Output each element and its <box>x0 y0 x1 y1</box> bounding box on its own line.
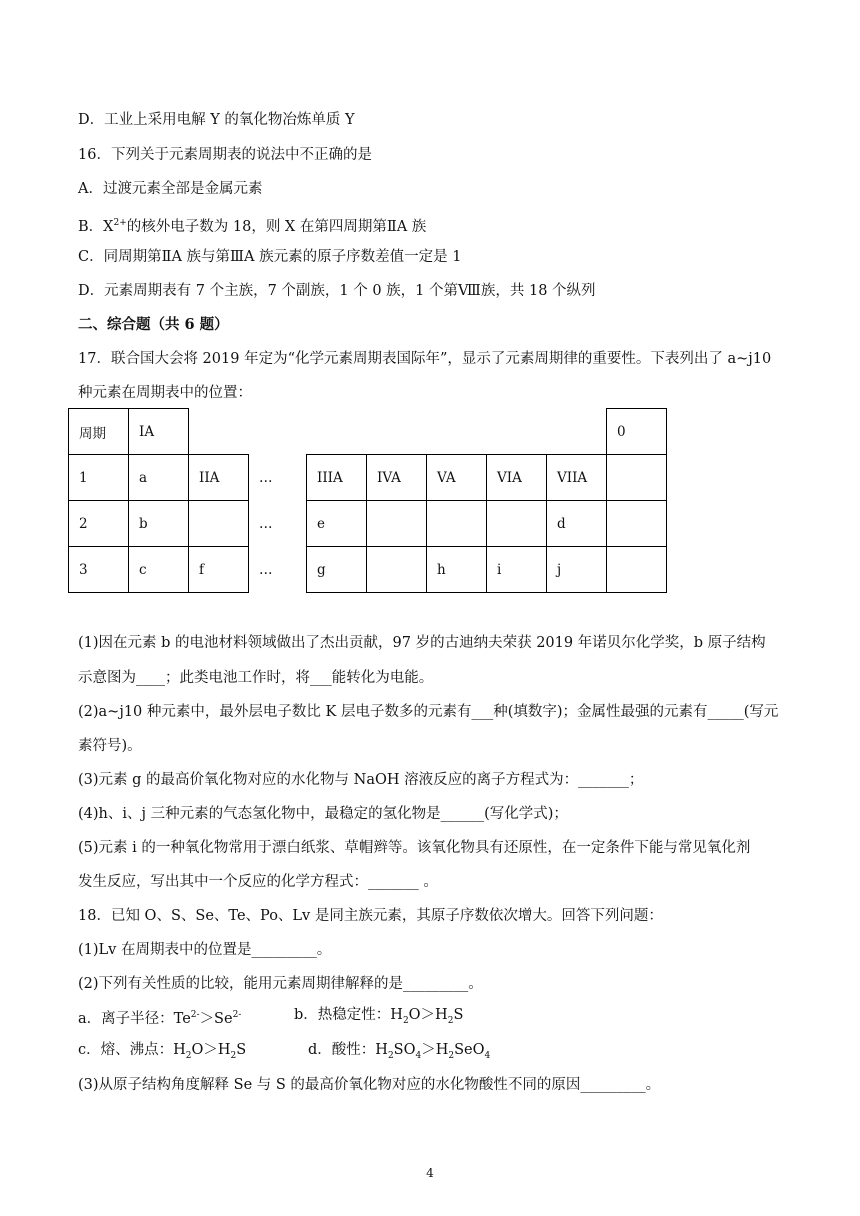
option-text: c．熔、沸点：H <box>78 1042 186 1058</box>
option-16b <box>78 213 426 237</box>
subscript: 2 <box>447 1015 454 1026</box>
option-text: O＞H <box>408 1007 448 1023</box>
table-cell: 周期 <box>69 409 129 455</box>
section-heading: 二、综合题（共 6 题） <box>78 316 229 333</box>
question-16: 16．下列关于元素周期表的说法中不正确的是 <box>78 147 372 163</box>
question-18-2: (2)下列有关性质的比较，能用元素周期律解释的是_________。 <box>78 976 483 992</box>
subscript: 2 <box>230 1050 237 1061</box>
question-18: 18．已知 O、S、Se、Te、Po、Lv 是同主族元素，其原子序数依次增大。回答下列问题： <box>78 908 663 924</box>
question-17-2-line-1: (2)a~j10 种元素中，最外层电子数比 K 层电子数多的元素有___种(填数字)；金属性最强的元素有_____(写元 <box>78 704 779 720</box>
table-cell: d <box>547 501 607 547</box>
table-row <box>69 501 667 547</box>
question-17-1-line-2: 示意图为____；此类电池工作时，将___能转化为电能。 <box>78 670 434 686</box>
ion-charge: 2- <box>190 1010 200 1020</box>
option-text: 的核外电子数为 18，则 X 在第四周期第ⅡA 族 <box>126 218 427 235</box>
table-cell: a <box>129 455 189 501</box>
table-cell: e <box>307 501 367 547</box>
question-17-line-2: 种元素在周期表中的位置： <box>78 385 252 401</box>
table-row <box>69 455 667 501</box>
option-16a: A．过渡元素全部是金属元素 <box>78 181 263 197</box>
table-cell: 2 <box>69 501 129 547</box>
table-cell <box>607 455 667 501</box>
table-cell: … <box>259 469 273 486</box>
table-cell: VIA <box>487 455 547 501</box>
option-text: b．热稳定性：H <box>294 1007 403 1023</box>
table-cell <box>607 501 667 547</box>
table-cell <box>367 547 427 593</box>
page-number: 4 <box>426 1166 434 1180</box>
subscript: 2 <box>448 1050 455 1061</box>
table-cell <box>189 501 249 547</box>
table-cell: 0 <box>607 409 667 455</box>
table-spacer <box>189 409 607 455</box>
table-cell: IIIA <box>307 455 367 501</box>
table-cell <box>367 501 427 547</box>
table-cell <box>487 501 547 547</box>
table-cell: IVA <box>367 455 427 501</box>
question-17-5-line-1: (5)元素 i 的一种氧化物常用于漂白纸浆、草帽辫等。该氧化物具有还原性，在一定条件下能与常见氧化剂 <box>78 840 751 856</box>
question-17-line-1: 17．联合国大会将 2019 年定为“化学元素周期表国际年”，显示了元素周期律的重要性。下表列出了 a~j10 <box>78 351 772 367</box>
table-cell: IIA <box>189 455 249 501</box>
option-18-2c <box>78 1040 246 1066</box>
option-label: B． <box>78 218 104 235</box>
ion-charge: 2+ <box>113 218 127 228</box>
table-cell: … <box>259 515 273 532</box>
table-cell: h <box>427 547 487 593</box>
table-cell: 3 <box>69 547 129 593</box>
table-cell: VIIA <box>547 455 607 501</box>
option-text: d．酸性：H <box>308 1042 388 1058</box>
table-cell: i <box>487 547 547 593</box>
option-18-2a <box>78 1005 241 1029</box>
table-cell <box>607 547 667 593</box>
subscript: 2 <box>387 1050 394 1061</box>
table-cell: j <box>547 547 607 593</box>
option-text: ＞Se <box>199 1010 233 1027</box>
subscript: 2 <box>402 1015 409 1026</box>
table-cell: 1 <box>69 455 129 501</box>
question-18-1: (1)Lv 在周期表中的位置是_________。 <box>78 942 332 958</box>
option-text: SO <box>393 1042 416 1058</box>
subscript: 2 <box>185 1050 192 1061</box>
option-18-2b <box>294 1005 463 1031</box>
ion-charge: 2- <box>232 1010 242 1020</box>
option-16c: C．同周期第ⅡA 族与第ⅢA 族元素的原子序数差值一定是 1 <box>78 249 462 265</box>
table-cell <box>427 501 487 547</box>
table-cell: VA <box>427 455 487 501</box>
question-17-5-line-2: 发生反应，写出其中一个反应的化学方程式：_______ 。 <box>78 874 438 890</box>
subscript: 4 <box>415 1050 422 1061</box>
table-cell: IA <box>129 409 189 455</box>
table-cell: … <box>259 561 273 578</box>
option-15d: D．工业上采用电解 Y 的氧化物冶炼单质 Y <box>78 112 355 128</box>
option-text: S <box>236 1042 247 1058</box>
question-18-3: (3)从原子结构角度解释 Se 与 S 的最高价氧化物对应的水化物酸性不同的原因_________。 <box>78 1077 661 1093</box>
table-cell: b <box>129 501 189 547</box>
table-cell: c <box>129 547 189 593</box>
subscript: 4 <box>484 1050 491 1061</box>
question-17-4: (4)h、i、j 三种元素的气态氢化物中，最稳定的氢化物是______(写化学式)； <box>78 806 568 822</box>
option-text: S <box>453 1007 464 1023</box>
question-17-1-line-1: (1)因在元素 b 的电池材料领域做出了杰出贡献，97 岁的古迪纳夫荣获 2019 年诺贝尔化学奖，b 原子结构 <box>78 635 766 651</box>
ion-symbol: X <box>103 218 114 235</box>
question-17-2-line-2: 素符号)。 <box>78 738 142 754</box>
table-row <box>69 409 667 455</box>
option-18-2d <box>308 1040 490 1066</box>
option-16d: D．元素周期表有 7 个主族，7 个副族，1 个 0 族，1 个第Ⅷ族，共 18 个纵列 <box>78 283 596 299</box>
table-cell: f <box>189 547 249 593</box>
option-text: SeO <box>454 1042 485 1058</box>
option-text: ＞H <box>421 1042 449 1058</box>
option-text: O＞H <box>191 1042 231 1058</box>
question-17-3: (3)元素 g 的最高价氧化物对应的水化物与 NaOH 溶液反应的离子方程式为：_______； <box>78 772 644 788</box>
periodic-table <box>68 408 667 593</box>
option-text: a．离子半径：Te <box>78 1010 191 1027</box>
table-cell: g <box>307 547 367 593</box>
table-row <box>69 547 667 593</box>
